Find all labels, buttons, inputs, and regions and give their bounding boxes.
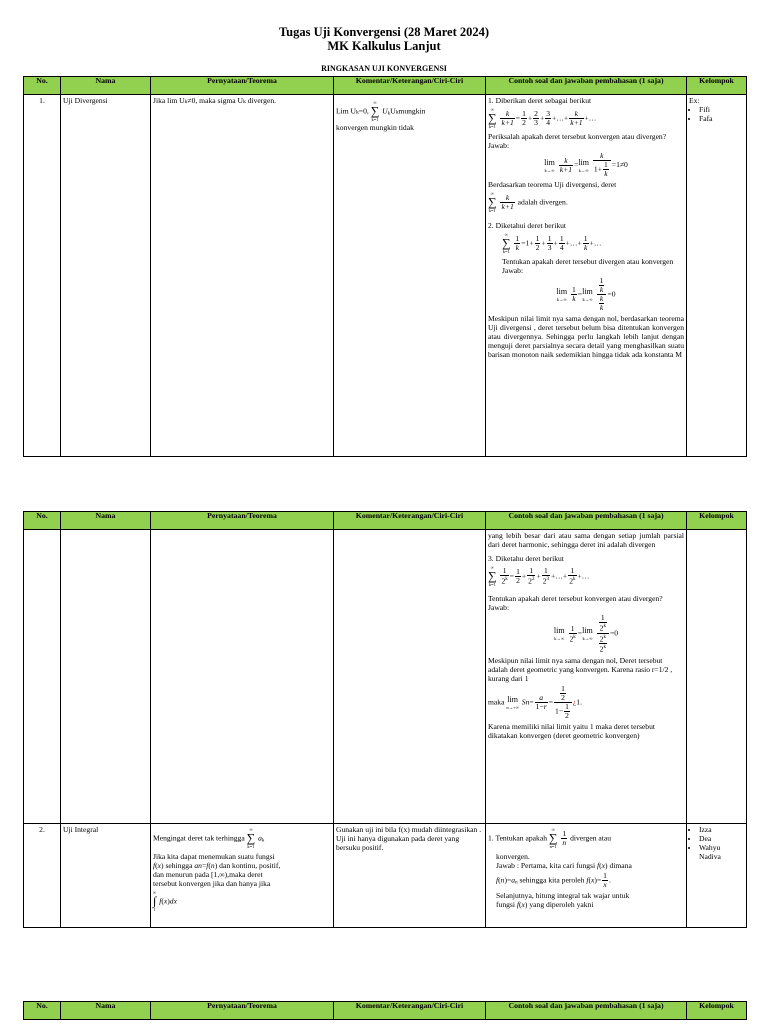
example-3-intro: 3. Diketahu deret berikut (488, 554, 564, 563)
header-pernyataan: Pernyataan/Teorema (151, 77, 334, 95)
header-pernyataan: Pernyataan/Teorema (151, 512, 334, 530)
comment-cell (334, 824, 486, 928)
example-2-limit: lim k→∞ $\frac{1}{k}$ = lim k→∞ $\frac{\frac{1}{k}}{\frac{k}{k}}$ =0 (556, 276, 616, 312)
table-header-row (24, 1002, 747, 1020)
example-1-conclusion: Berdasarkan teorema Uji divergensi, deret (488, 180, 617, 189)
group-member: • Dea (699, 834, 744, 843)
table-row (24, 530, 747, 824)
row-number: 1. (24, 95, 61, 457)
example-2-continued: yang lebih besar dari atau sama dengan setiap jumlah parsial dari deret harmonic, sehingga deret ini adalah divergen (488, 531, 684, 549)
example-1-question: Periksalah apakah deret tersebut konvergen atau divergen? (488, 132, 667, 141)
group-cell (687, 824, 747, 928)
header-kelompok: Kelompok (687, 512, 747, 530)
header-contoh: Contoh soal dan jawaban pembahasan (1 saja) (486, 512, 687, 530)
example-2-question: Tentukan apakah deret tersebut divergen atau konvergen (502, 257, 674, 266)
theorem-statement: Mengingat deret tak terhingga ∞ ∑ k=1 $a_k$ Jika kita dapat menemukan suatu fungsi f(x) sehingga an=f(n) dan kontinu, positif, dan menurun pada [1,∞),maka deret tersebut konvergen jika dan hanya jika ∞ ∫ 1 f(x)dx (151, 824, 334, 928)
row-number: 2. (24, 824, 61, 928)
header-no: No. (24, 512, 61, 530)
example-1-intro: 1. Diberikan deret sebagai berikut (488, 96, 592, 105)
example-3-question: Tentukan apakah deret tersebut konvergen atau divergen? (488, 594, 663, 603)
comment-cell: Lim Uₖ=0, ∞ ∑ k=1 $U_kU_kmungkin$ konvergen mungkin tidak (334, 95, 486, 457)
group-member: • Izza (699, 825, 744, 834)
table-row (24, 824, 747, 928)
header-nama: Nama (61, 512, 151, 530)
example-1-series: ∞ ∑ k=1 $\frac{k}{k+1}$ = $\frac{1}{2}$ + $\frac{2}{3}$ + $\frac{3}{4}$ +…+ $\frac{k}{k+1}$ +… (488, 107, 597, 129)
example-1-answer-label: Jawab: (488, 141, 510, 150)
comment-maybe: Uₖmungkin (390, 106, 426, 116)
example-3-sum-limit: maka lim n→+∞ Sn= $\frac{a}{1-r}$ = $\frac{1}{2}$ 1− $\frac{1}{2}$ ¿1. (488, 683, 582, 720)
header-kelompok: Kelompok (687, 77, 747, 95)
test-name: Uji Divergensi (61, 95, 151, 457)
comment-convergence: konvergen mungkin tidak (336, 123, 414, 132)
example-2-explanation: Meskipun nilai limit nya sama dengan nol, berdasarkan teorema Uji divergensi , deret tersebut belum bisa ditentukan konvergen atau divergennya. Sehingga perlu langkah lebih lanjut dengan menguji deret parsialnya secara detail yang menghasilkan suatu barisan monoton naik sedemikian hingga tidak ada konstanta M (488, 314, 684, 359)
example-3-explanation: Meskipun nilai limit nya sama dengan nol, Deret tersebut adalah deret geometric yang konvergen. Karena rasio r=1/2 , kurang dari 1 (488, 655, 673, 683)
document-subtitle: MK Kalkulus Lanjut (327, 39, 441, 53)
example-2-intro: 2. Diketahui deret berikut (488, 221, 567, 230)
header-nama: Nama (61, 1002, 151, 1020)
example-2-answer-label: Jawab: (502, 266, 524, 275)
table-header-row (24, 77, 747, 95)
header-pernyataan: Pernyataan/Teorema (151, 1002, 334, 1020)
header-no: No. (24, 1002, 61, 1020)
example-3-limit: lim k→∞ $\frac{1}{2^k}$ = lim k→∞ $\frac{\frac{1}{2^k}}{\frac{2^k}{2^k}}$ =0 (553, 613, 619, 654)
theorem-statement: Jika lim Uₖ≠0, maka sigma Uₖ divergen. (151, 95, 334, 457)
group-cell (687, 95, 747, 457)
example-2-series: ∞ ∑ k=1 $\frac{1}{k}$ =1+ $\frac{1}{2}$ + $\frac{1}{3}$ + $\frac{1}{4}$ +…+ $\frac{1}{k}$ +… (502, 232, 602, 254)
group-label: Ex: (689, 96, 700, 105)
summary-table-page3 (23, 1001, 747, 1020)
header-komentar: Komentar/Keterangan/Ciri-Ciri (334, 512, 486, 530)
header-kelompok: Kelompok (687, 1002, 747, 1020)
header-komentar: Komentar/Keterangan/Ciri-Ciri (334, 1002, 486, 1020)
example-3-conclusion: Karena memiliki nilai limit yaitu 1 maka deret tersebut dikatakan konvergen (deret geometric konvergen) (488, 721, 656, 740)
header-contoh: Contoh soal dan jawaban pembahasan (1 saja) (486, 1002, 687, 1020)
summary-table-page1 (23, 76, 747, 457)
example-cell (486, 95, 687, 457)
header-komentar: Komentar/Keterangan/Ciri-Ciri (334, 77, 486, 95)
example-cell: 1. Tentukan apakah ∞ ∑ n=1 $\frac{1}{n}$ divergen atau konvergen. Jawab : Pertama, kita cari fungsi f(x) dimana $f(n)=a_n$ sehingga kita peroleh f(x)= $\frac{1}{x}$ . Selanjutnya, hitung integral tak wajar untuk fungsi f(x) yang diperoleh yakni (486, 824, 687, 928)
table-header-row (24, 512, 747, 530)
example-continued-cell (486, 530, 687, 824)
group-member: • Wahyu Nadiva (699, 843, 744, 861)
example-1-limit: lim k→∞ $\frac{k}{k+1}$ = lim k→∞ k 1+ $\frac{1}{k}$ =1≠0 (544, 151, 628, 178)
test-name: Uji Integral (61, 824, 151, 928)
group-member: • Fifi (699, 105, 744, 114)
group-member: • Fafa (699, 114, 744, 123)
comment-integrable: Gunakan uji ini bila f(x) mudah diintegrasikan . (336, 825, 482, 834)
summary-table-page2 (23, 511, 747, 928)
section-title: RINGKASAN UJI KONVERGENSI (321, 64, 447, 73)
header-no: No. (24, 77, 61, 95)
example-1-conclusion-series: ∞ ∑ k=1 $\frac{k}{k+1}$ adalah divergen. (488, 191, 568, 213)
header-nama: Nama (61, 77, 151, 95)
example-3-series: ∞ ∑ k=1 $\frac{1}{2^k}$ = $\frac{1}{2}$ + $\frac{1}{2^2}$ + $\frac{1}{2^3}$ +…+ $\frac{1}{2^k}$ +… (488, 565, 590, 587)
document-title: Tugas Uji Konvergensi (28 Maret 2024) (278, 25, 490, 39)
header-contoh: Contoh soal dan jawaban pembahasan (1 saja) (486, 77, 687, 95)
comment-limit: Lim Uₖ=0, (336, 106, 369, 116)
example-3-answer-label: Jawab: (488, 603, 510, 612)
comment-positive-terms: Uji ini hanya digunakan pada deret yang bersuku positif. (336, 834, 460, 852)
table-row (24, 95, 747, 457)
sigma-symbol: ∞ ∑ k=1 (370, 100, 380, 122)
